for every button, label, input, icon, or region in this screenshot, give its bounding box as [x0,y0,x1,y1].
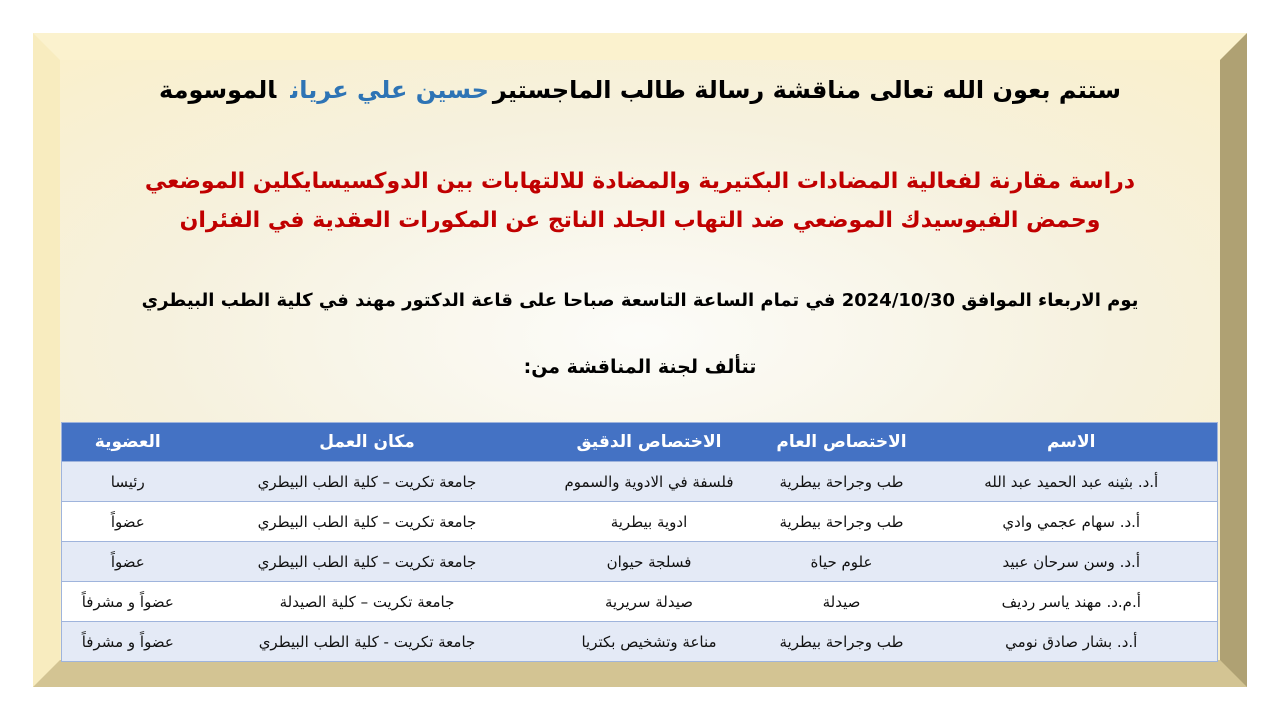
thesis-title: دراسة مقارنة لفعالية المضادات البكتيرية والمضادة للالتهابات بين الدوكسيسايكلين الموضعي وحمض الفيوسيدك الموضعي ضد التهاب الجلد الناتج عن المكورات العقدية في الفئران [144,169,1136,233]
table-cell: أ.د. سهام عجمي وادي [926,502,1218,542]
title-prefix: ستتم بعون الله تعالى مناقشة رسالة طالب الماجستير [492,76,1121,104]
table-cell: طب وجراحة بيطرية [758,462,926,502]
table-cell: فسلجة حيوان [541,542,758,582]
column-header: الاختصاص الدقيق [541,423,758,462]
table-cell: علوم حياة [758,542,926,582]
table-cell: طب وجراحة بيطرية [758,622,926,662]
table-row [62,502,1218,542]
table-cell: أ.م.د. مهند ياسر رديف [926,582,1218,622]
table-cell: عضواً [62,542,194,582]
table-cell: طب وجراحة بيطرية [758,502,926,542]
committee-table [61,422,1218,662]
title-suffix: الموسومة [159,76,277,104]
table-cell: جامعة تكريت - كلية الطب البيطري [194,622,541,662]
column-header: الاسم [926,423,1218,462]
table-cell: فلسفة في الادوية والسموم [541,462,758,502]
table-cell: عضواً و مشرفاً [62,582,194,622]
table-cell: أ.د. بشار صادق نومي [926,622,1218,662]
table-row [62,542,1218,582]
column-header: الاختصاص العام [758,423,926,462]
column-header: العضوية [62,423,194,462]
table-row [62,462,1218,502]
table-cell: مناعة وتشخيص بكتريا [541,622,758,662]
column-header: مكان العمل [194,423,541,462]
table-cell: رئيسا [62,462,194,502]
announcement-title [60,76,1220,104]
table-cell: صيدلة [758,582,926,622]
table-cell: ادوية بيطرية [541,502,758,542]
table-cell: صيدلة سريرية [541,582,758,622]
table-cell: أ.د. بثينه عبد الحميد عبد الله [926,462,1218,502]
slide-content [60,60,1220,660]
committee-table-header [62,423,1218,462]
table-cell: عضواً و مشرفاً [62,622,194,662]
committee-table-body [62,462,1218,662]
table-row [62,582,1218,622]
student-name: حسين علي عريان [290,76,489,104]
table-row [62,622,1218,662]
table-cell: جامعة تكريت – كلية الطب البيطري [194,502,541,542]
table-cell: أ.د. وسن سرحان عبيد [926,542,1218,582]
committee-heading: تتألف لجنة المناقشة من: [523,356,757,378]
schedule-line: يوم الاربعاء الموافق 2024/10/30 في تمام الساعة التاسعة صباحا على قاعة الدكتور مهند في كلية الطب البيطري [141,290,1139,311]
table-header-row [62,423,1218,462]
table-cell: جامعة تكريت – كلية الصيدلة [194,582,541,622]
table-cell: جامعة تكريت – كلية الطب البيطري [194,542,541,582]
beveled-frame [33,33,1247,687]
table-cell: عضواً [62,502,194,542]
table-cell: جامعة تكريت – كلية الطب البيطري [194,462,541,502]
